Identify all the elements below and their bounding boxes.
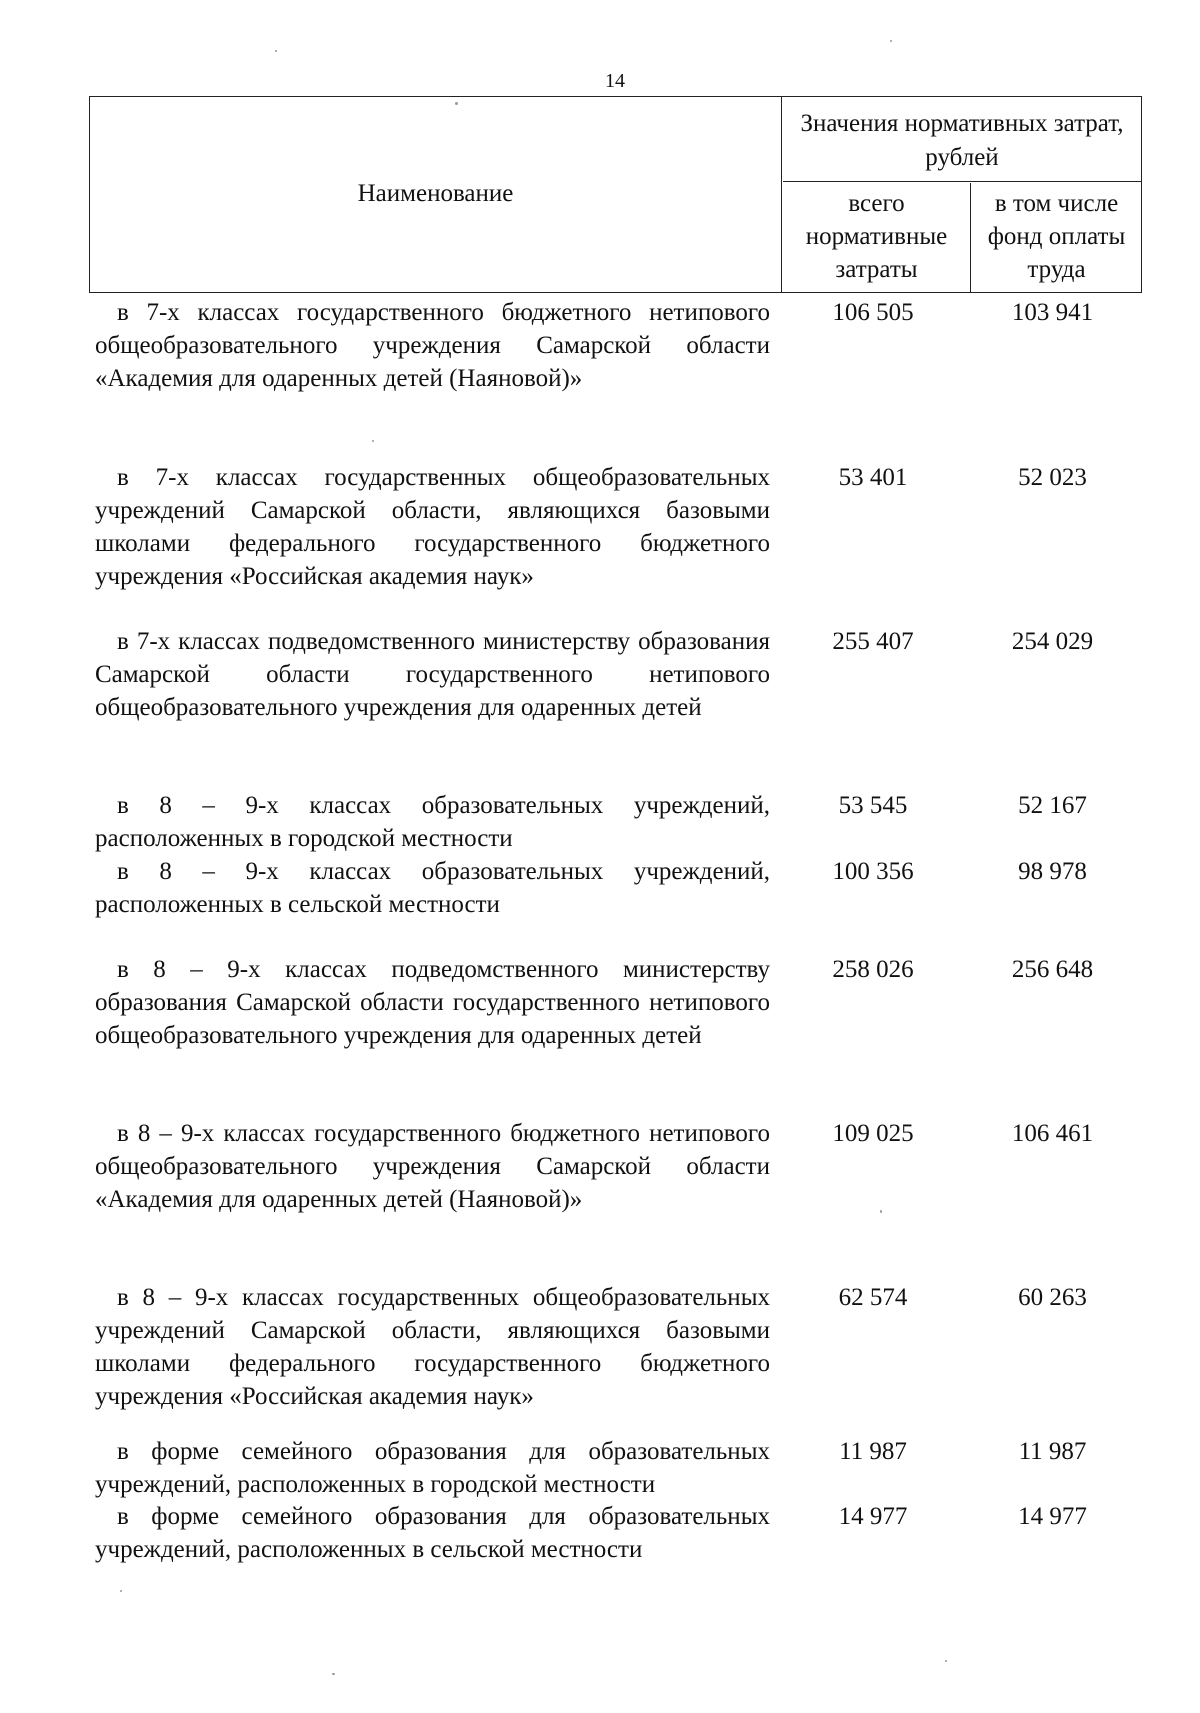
row-name: в 8 – 9-х классах государственного бюджетного нетипового общеобразовательного учреждения Самарской области «Академия для одаренных детей (Наяновой)»: [95, 1120, 770, 1213]
row-name: в 8 – 9-х классах образовательных учреждений, расположенных в городской местности: [95, 792, 770, 852]
header-total-cell: всего нормативные затраты: [783, 183, 971, 292]
row-total-value: 53 545: [838, 792, 908, 819]
row-name: в форме семейного образования для образовательных учреждений, расположенных в сельской местности: [95, 1503, 770, 1563]
scan-speck: [275, 50, 277, 52]
row-wage-fund-value: 98 978: [1018, 858, 1087, 885]
scan-speck: [372, 440, 374, 442]
row-total-value: 106 505: [832, 299, 914, 326]
row-wage-fund-value: 14 977: [1018, 1503, 1087, 1530]
row-wage-fund-value: 11 987: [1018, 1438, 1087, 1465]
scan-speck: [880, 1210, 882, 1213]
row-wage-fund-value: 52 167: [1018, 792, 1087, 819]
header-name-label: Наименование: [357, 180, 514, 207]
scan-speck: [332, 1673, 335, 1675]
scan-speck: [945, 1660, 947, 1662]
row-name: в 8 – 9-х классах подведомственного министерству образования Самарской области государственного нетипового общеобразовательного учреждения для одаренных детей: [95, 956, 770, 1049]
row-name: в 8 – 9-х классах образовательных учреждений, расположенных в сельской местности: [95, 858, 770, 918]
row-total-value: 109 025: [832, 1120, 914, 1147]
scan-speck: [120, 1590, 122, 1592]
row-name: в 7-х классах государственного бюджетного нетипового общеобразовательного учреждения Самарской области «Академия для одаренных детей (Наяновой)»: [95, 299, 770, 392]
row-wage-fund-value: 60 263: [1018, 1284, 1087, 1311]
row-name: в 8 – 9-х классах государственных общеобразовательных учреждений Самарской области, являющихся базовыми школами федерального государственного бюджетного учреждения «Российская академия наук»: [95, 1284, 770, 1410]
row-wage-fund-value: 256 648: [1011, 956, 1094, 983]
row-total-value: 53 401: [838, 464, 908, 491]
row-total-value: 14 977: [838, 1503, 908, 1530]
row-wage-fund-value: 254 029: [1011, 628, 1094, 655]
row-wage-fund-value: 52 023: [1018, 464, 1087, 491]
row-name: в 7-х классах подведомственного министерству образования Самарской области государственного нетипового общеобразовательного учреждения для одаренных детей: [95, 628, 770, 721]
page-number: 14: [605, 70, 625, 92]
scan-speck: [455, 102, 458, 105]
row-name: в форме семейного образования для образовательных учреждений, расположенных в городской местности: [95, 1438, 770, 1498]
row-wage-fund-value: 103 941: [1011, 299, 1094, 326]
scan-speck: [890, 40, 892, 42]
row-wage-fund-value: 106 461: [1011, 1120, 1094, 1147]
row-total-value: 258 026: [832, 956, 914, 983]
row-total-value: 100 356: [832, 858, 914, 885]
header-values-group: Значения нормативных затрат, рублей: [783, 97, 1141, 182]
row-total-value: 11 987: [839, 1438, 907, 1465]
header-wage-fund-cell: в том числе фонд оплаты труда: [987, 190, 1126, 283]
row-name: в 7-х классах государственных общеобразовательных учреждений Самарской области, являющихся базовыми школами федерального государственного бюджетного учреждения «Российская академия наук»: [95, 464, 770, 590]
row-total-value: 255 407: [832, 628, 914, 655]
row-total-value: 62 574: [838, 1284, 908, 1311]
